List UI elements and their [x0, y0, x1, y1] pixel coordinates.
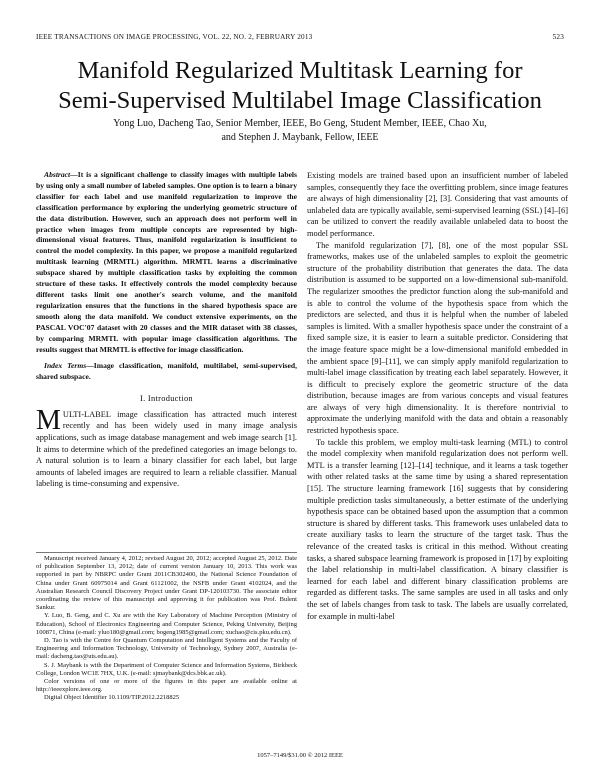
index-terms: [36, 361, 297, 383]
copyright-notice: 1057–7149/$31.00 © 2012 IEEE: [257, 752, 343, 759]
intro-text: ULTI-LABEL image classification has attracted much interest recently and has been widely used in many image analysis applications, such as image database management and web image search [1]. It aims to determine which of the predefined categories an image belongs to. A natural solution is to learn a binary classifier for each label, but large amounts of labeled images are required to learn a reliable classifier. Manual labeling is time-consuming and expensive.: [36, 409, 297, 489]
author-list: [60, 117, 540, 145]
footnote-received: Manuscript received January 4, 2012; revised August 20, 2012; accepted August 25, 2012. Date of publication September 13, 2012; date of current version January 10, 2013. This work was supported in part by NBRPC under Grant 2011CB302400, the National Science Foundation of China under Grant 60975014 and Grant 61121002, the NSFB under Grant 4102024, and the Australian Research Council Discovery Project under Grant DP-120103730. The associate editor coordinating the review of this manuscript and approving it for publication was Prof. Bulent Sankur.: [36, 555, 297, 612]
abstract: [36, 170, 297, 355]
index-terms-label: Index Terms: [44, 361, 87, 371]
running-header: [36, 33, 564, 45]
abstract-label: Abstract: [44, 170, 71, 179]
footnote-affiliation-1: Y. Luo, B. Geng, and C. Xu are with the Key Laboratory of Machine Perception (Ministry of Education), School of Electronics Engineering and Computer Science, Peking University, Beijing 100871, China (e-mail: yluo180@gmail.com; bogeng1985@gmail.com; xuchao@cis.pku.edu.cn).: [36, 612, 297, 636]
authors-line-1: Yong Luo, Dacheng Tao, Senior Member, IEEE, Bo Geng, Student Member, IEEE, Chao Xu,: [113, 118, 487, 129]
right-paragraph-2: The manifold regularization [7], [8], one of the most popular SSL frameworks, makes use of the unlabeled samples to exploit the geometric structure of the probability distribution that generates the data. The data distribution is assumed to be supported on a low-dimensional sub-manifold. The regularizer smoothes the predictor function along the sub-manifold and is able to control the volume of the hypothesis space from which the predictors are selected, and thus it is helpful when the number of labeled samples is limited. With a smaller hypothesis space under the constraint of a fixed sample size, it is easier to learn a suitable predictor. Considering that the image feature space might be a low-dimensional manifold embedded in the ambient space [9]–[11], we can simply apply manifold regularization to multi-label image classification by treating each label separately. However, it is difficult to precisely explore the geometric structure of the data distribution, because images are from various concepts and visual features are always of very high dimensionality. It is therefore nontrivial to approximate the underlying manifold with the data and obtain a reasonably restricted hypothesis space.: [307, 240, 568, 436]
paper-title: [36, 56, 564, 116]
footnote-affiliation-3: S. J. Maybank is with the Department of Computer Science and Information Systems, Birkbeck College, London WC1E 7HX, U.K. (e-mail: sjmaybank@dcs.bbk.ac.uk).: [36, 661, 297, 677]
right-paragraph-3: To tackle this problem, we employ multi-task learning (MTL) to control the model complexity when manifold regularization does not perform well. MTL is a transfer learning [12]–[14] technique, and it learns a task together with other related tasks at the same time by using a shared representation [15]. The structure learning framework [16] suggests that by considering multiple prediction tasks simultaneously, a better estimate of the underlying hypothesis space can be obtained based upon the assumption that a common structure is shared by different tasks. This framework uses unlabeled data to create auxiliary tasks to learn the structure of the target task. Thus the relevance of the created tasks is critical in this method. Without creating tasks, a shared subspace learning framework is proposed in [17] by exploiting the label relationship in multi-label classification. A binary classifier is learned for each label and different binary classification problems are regarded as different tasks. The same samples are used in all tasks and only the set of labels changes from task to task. The labels are usually correlated, for example in multi-label: [307, 437, 568, 621]
abstract-text: —It is a significant challenge to classify images with multiple labels by using only a small number of labeled samples. One option is to learn a binary classifier for each label and use manifold regularization to improve the classification performance by exploring the underlying geometric structure of the data distribution. However, such an approach does not perform well in practice when images from multiple concepts are represented by high-dimensional visual features. Thus, manifold regularization is insufficient to control the model complexity. In this paper, we propose a manifold regularized multitask learning (MRMTL) algorithm. MRMTL learns a discriminative subspace shared by multiple classification tasks by exploiting the common structure of these tasks. It effectively controls the model complexity because different tasks limit one another's search volume, and the manifold regularization ensures that the functions in the shared hypothesis space are smooth along the data manifold. We conduct extensive experiments, on the PASCAL VOC'07 dataset with 20 classes and the MIR dataset with 38 classes, by comparing MRMTL with popular image classification algorithms. The results suggest that MRMTL is effective for image classification.: [36, 170, 297, 354]
journal-name: IEEE TRANSACTIONS ON IMAGE PROCESSING, VOL. 22, NO. 2, FEBRUARY 2013: [36, 33, 313, 41]
right-paragraph-1: Existing models are trained based upon an insufficient number of labeled samples, consequently they face the overfitting problem, since image features are always of high dimensionality [2], [3]. Considering that vast amounts of unlabeled data are typically available, semi-supervised learning (SSL) [4]–[6] can be utilized to convert the readily available unlabeled data to boost the model performance.: [307, 171, 568, 238]
right-column: [307, 170, 568, 622]
section-heading-introduction: I. Introduction: [140, 394, 193, 404]
title-line-2: Semi-Supervised Multilabel Image Classification: [58, 87, 542, 114]
drop-cap: M: [36, 404, 61, 436]
page-number: 523: [552, 33, 564, 41]
intro-paragraph: [36, 404, 297, 490]
left-column: [36, 170, 297, 490]
title-line-1: Manifold Regularized Multitask Learning for: [77, 57, 523, 84]
footnotes: [36, 552, 297, 703]
index-terms-text: —Image classification, manifold, multilabel, semi-supervised, shared subspace.: [36, 361, 298, 382]
footnote-affiliation-2: D. Tao is with the Centre for Quantum Computation and Intelligent Systems and the Faculty of Engineering and Information Technology, University of Technology, Sydney 2007, Australia (e-mail: dacheng.tao@uts.edu.au).: [36, 637, 297, 661]
footnote-doi: Digital Object Identifier 10.1109/TIP.2012.2218825: [44, 694, 180, 702]
authors-line-2: and Stephen J. Maybank, Fellow, IEEE: [221, 132, 379, 143]
footnote-color-versions: Color versions of one or more of the figures in this paper are available online at http://ieeexplore.ieee.org.: [36, 678, 297, 694]
